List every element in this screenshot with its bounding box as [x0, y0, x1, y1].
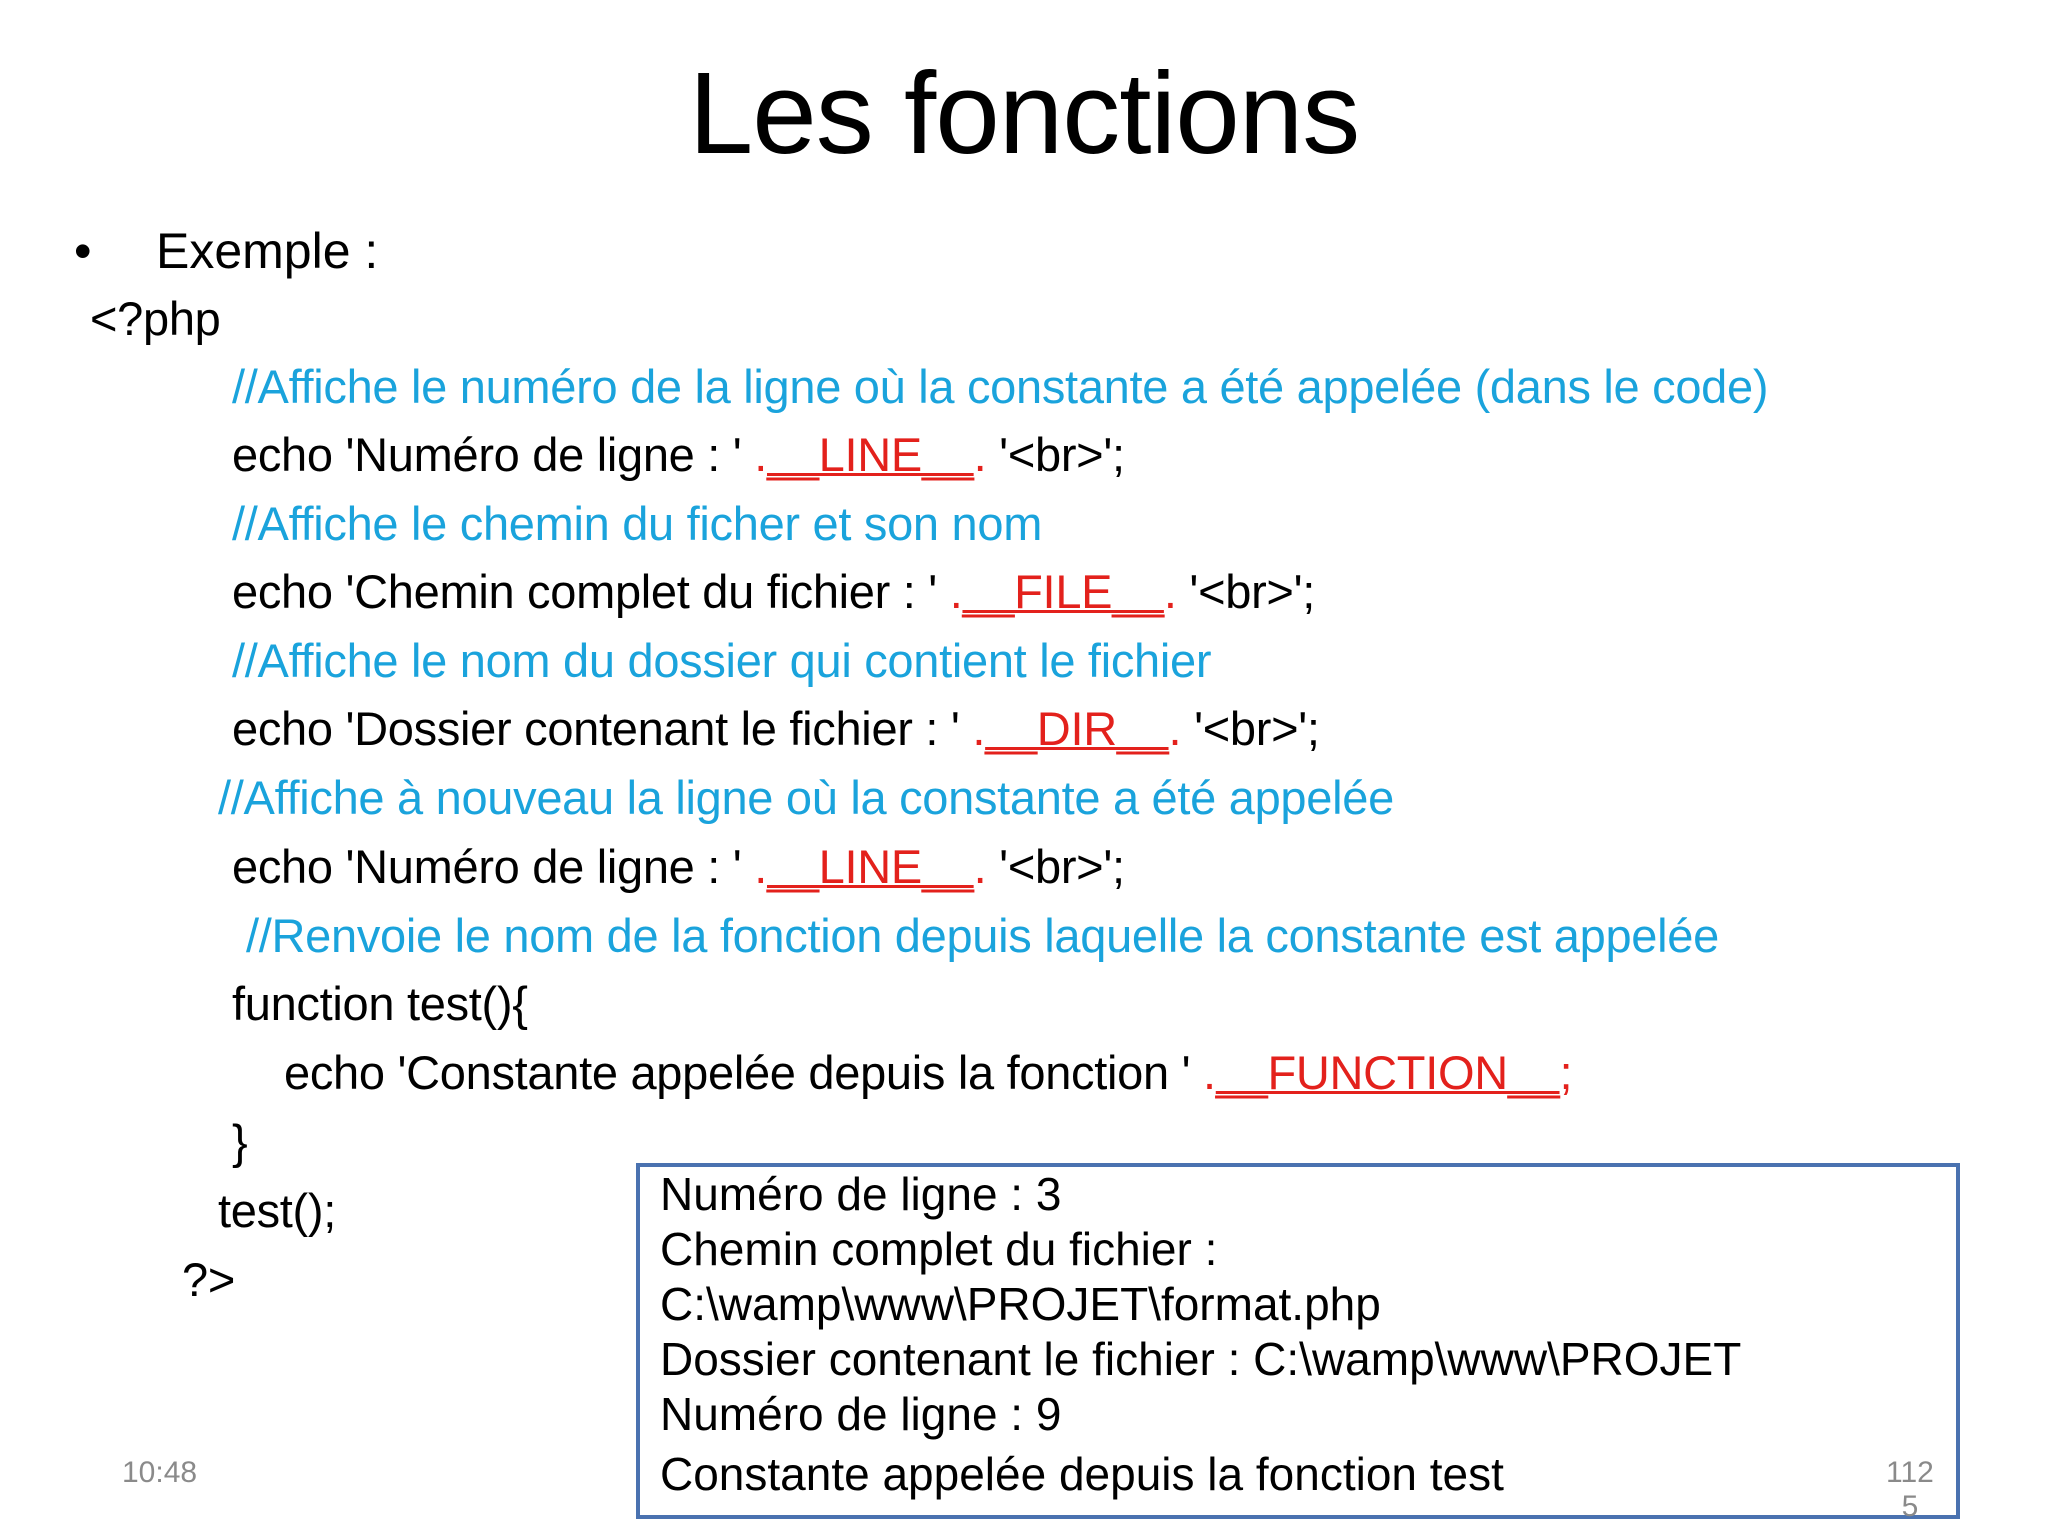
- constant-line-2: __LINE__: [766, 840, 974, 893]
- bullet-dot: •: [74, 223, 92, 279]
- output-line: C:\wamp\www\PROJET\format.php: [660, 1278, 1381, 1330]
- constant-line: __LINE__: [766, 428, 974, 481]
- output-line: Numéro de ligne : 3: [660, 1168, 1062, 1220]
- code-comment: //Affiche le numéro de la ligne où la constante a été appelée (dans le code): [232, 360, 1769, 413]
- code-function-body: echo 'Constante appelée depuis la fonction ' .__FUNCTION__;: [284, 1046, 1573, 1099]
- bullet-label: Exemple :: [156, 223, 379, 279]
- constant-function: __FUNCTION__: [1215, 1046, 1560, 1099]
- code-line-echo-dir: echo 'Dossier contenant le fichier : ' .__DIR__. '<br>';: [232, 702, 1320, 755]
- output-line: Dossier contenant le fichier : C:\wamp\www\PROJET: [660, 1333, 1742, 1385]
- code-comment: //Affiche à nouveau la ligne où la constante a été appelée: [218, 771, 1394, 824]
- php-open-tag: <?php: [90, 292, 221, 345]
- code-comment: //Affiche le nom du dossier qui contient le fichier: [232, 634, 1212, 687]
- constant-dir: __DIR__: [985, 702, 1169, 755]
- code-line-echo-file: echo 'Chemin complet du fichier : ' .__FILE__. '<br>';: [232, 565, 1316, 618]
- code-line-echo-line: echo 'Numéro de ligne : ' .__LINE__. '<br>';: [232, 428, 1125, 481]
- output-line: Numéro de ligne : 9: [660, 1388, 1062, 1440]
- page-number-b: 5: [1901, 1490, 1919, 1523]
- code-function-call: test();: [218, 1184, 337, 1237]
- code-function-open: function test(){: [232, 977, 528, 1030]
- footer-time: 10:48: [122, 1456, 198, 1489]
- footer-page-number: [1886, 1456, 1934, 1524]
- code-function-close: }: [232, 1115, 248, 1168]
- output-line: Constante appelée depuis la fonction test: [660, 1448, 1504, 1500]
- code-comment: //Renvoie le nom de la fonction depuis laquelle la constante est appelée: [246, 909, 1719, 962]
- page-number-a: 112: [1886, 1456, 1934, 1489]
- php-close-tag: ?>: [182, 1253, 235, 1306]
- constant-file: __FILE__: [962, 565, 1164, 618]
- code-comment: //Affiche le chemin du ficher et son nom: [232, 497, 1043, 550]
- output-box: [636, 1163, 1960, 1519]
- code-line-echo-line-2: echo 'Numéro de ligne : ' .__LINE__. '<br>';: [232, 840, 1125, 893]
- bullet-item: [74, 220, 378, 282]
- slide-title: Les fonctions: [688, 48, 1360, 178]
- output-line: Chemin complet du fichier :: [660, 1223, 1218, 1275]
